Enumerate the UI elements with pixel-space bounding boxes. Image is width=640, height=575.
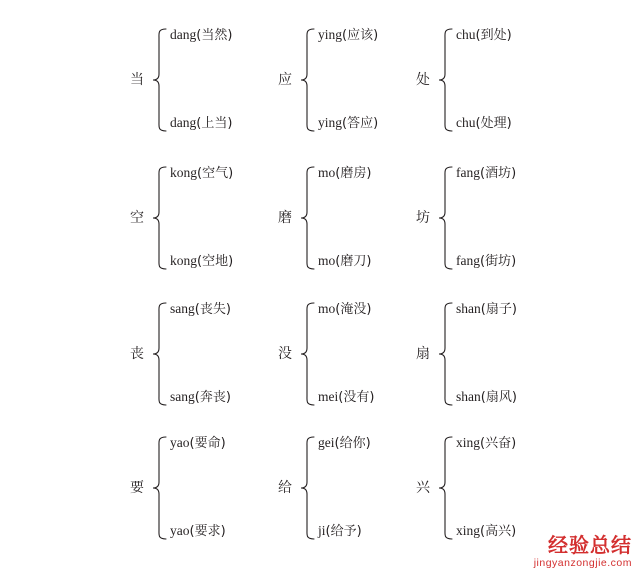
branch-bottom [456, 116, 512, 130]
branch-word: (街坊) [480, 254, 517, 269]
branch-top [170, 28, 232, 42]
branch-pinyin: dang [170, 27, 197, 42]
character-group [416, 20, 556, 140]
branch-pinyin: xing [456, 523, 481, 538]
branch-pinyin: fang [456, 165, 480, 180]
branch-word: (酒坊) [480, 166, 517, 181]
branch-bottom [170, 116, 232, 130]
branch-word: (给予) [325, 524, 362, 539]
branch-pinyin: yao [170, 435, 190, 450]
branch-word: (空气) [197, 166, 234, 181]
branch-bottom [170, 524, 226, 538]
branch-pinyin: sang [170, 301, 195, 316]
branch-word: (丧失) [194, 302, 231, 317]
group-head-character: 空 [130, 210, 144, 226]
branch-bottom [456, 524, 516, 538]
brace-icon [300, 436, 316, 540]
branch-word: (兴奋) [480, 436, 517, 451]
branch-pinyin: yao [170, 523, 190, 538]
brace-icon [438, 436, 454, 540]
brace-icon [438, 302, 454, 406]
group-head-character: 当 [130, 72, 144, 88]
branch-pinyin: mo [318, 253, 336, 268]
character-group [416, 294, 556, 414]
brace-icon [438, 28, 454, 132]
group-head-character: 要 [130, 480, 144, 496]
watermark-url: jingyanzongjie.com [533, 557, 632, 569]
branch-bottom [170, 254, 233, 268]
branch-pinyin: chu [456, 115, 476, 130]
character-row [0, 428, 640, 548]
branch-bottom [318, 390, 374, 404]
character-group [130, 158, 278, 278]
branch-pinyin: mei [318, 389, 339, 404]
branch-top [456, 436, 516, 450]
branch-pinyin: mo [318, 165, 336, 180]
branch-bottom [318, 524, 362, 538]
group-head-character: 坊 [416, 210, 430, 226]
character-group [278, 294, 416, 414]
branch-word: (应该) [342, 28, 379, 43]
character-group [278, 158, 416, 278]
character-group [416, 428, 556, 548]
character-row [0, 20, 640, 140]
group-head-character: 扇 [416, 346, 430, 362]
branch-top [170, 166, 233, 180]
branch-pinyin: ying [318, 27, 343, 42]
branch-pinyin: sang [170, 389, 195, 404]
character-group [130, 428, 278, 548]
branch-pinyin: xing [456, 435, 481, 450]
branch-top [456, 28, 512, 42]
branch-word: (答应) [342, 116, 379, 131]
branch-word: (要求) [189, 524, 226, 539]
branch-pinyin: mo [318, 301, 336, 316]
branch-word: (当然) [196, 28, 233, 43]
branch-pinyin: fang [456, 253, 480, 268]
branch-word: (淹没) [335, 302, 372, 317]
branch-word: (扇子) [480, 302, 517, 317]
branch-word: (没有) [338, 390, 375, 405]
group-head-character: 丧 [130, 346, 144, 362]
watermark [534, 535, 632, 569]
branch-word: (磨刀) [335, 254, 372, 269]
brace-icon [438, 166, 454, 270]
branch-top [456, 166, 516, 180]
branch-pinyin: ying [318, 115, 343, 130]
brace-icon [152, 302, 168, 406]
brace-icon [300, 302, 316, 406]
group-head-character: 应 [278, 72, 292, 88]
branch-pinyin: kong [170, 165, 197, 180]
character-row [0, 294, 640, 414]
character-group [416, 158, 556, 278]
branch-pinyin: chu [456, 27, 476, 42]
branch-pinyin: dang [170, 115, 197, 130]
branch-word: (到处) [475, 28, 512, 43]
branch-word: (扇风) [480, 390, 517, 405]
branch-word: (要命) [189, 436, 226, 451]
branch-bottom [170, 390, 231, 404]
branch-word: (给你) [334, 436, 371, 451]
group-head-character: 给 [278, 480, 292, 496]
brace-icon [152, 28, 168, 132]
branch-top [456, 302, 517, 316]
branch-pinyin: gei [318, 435, 335, 450]
branch-word: (处理) [475, 116, 512, 131]
brace-icon [300, 28, 316, 132]
branch-word: (奔丧) [194, 390, 231, 405]
group-head-character: 兴 [416, 480, 430, 496]
branch-top [318, 166, 371, 180]
group-head-character: 磨 [278, 210, 292, 226]
branch-word: (空地) [197, 254, 234, 269]
branch-bottom [318, 254, 371, 268]
branch-pinyin: shan [456, 301, 481, 316]
group-head-character: 没 [278, 346, 292, 362]
branch-bottom [318, 116, 378, 130]
brace-icon [152, 436, 168, 540]
character-group [130, 294, 278, 414]
branch-bottom [456, 390, 517, 404]
branch-word: (高兴) [480, 524, 517, 539]
branch-top [318, 28, 378, 42]
character-group [130, 20, 278, 140]
brace-icon [300, 166, 316, 270]
branch-top [170, 302, 231, 316]
branch-bottom [456, 254, 516, 268]
branch-pinyin: ji [318, 523, 326, 538]
character-group [278, 428, 416, 548]
brace-icon [152, 166, 168, 270]
branch-top [318, 436, 371, 450]
branch-top [318, 302, 371, 316]
character-row [0, 158, 640, 278]
branch-word: (磨房) [335, 166, 372, 181]
branch-pinyin: shan [456, 389, 481, 404]
branch-word: (上当) [196, 116, 233, 131]
branch-pinyin: kong [170, 253, 197, 268]
group-head-character: 处 [416, 72, 430, 88]
branch-top [170, 436, 226, 450]
character-group [278, 20, 416, 140]
watermark-title: 经验总结 [548, 533, 632, 557]
